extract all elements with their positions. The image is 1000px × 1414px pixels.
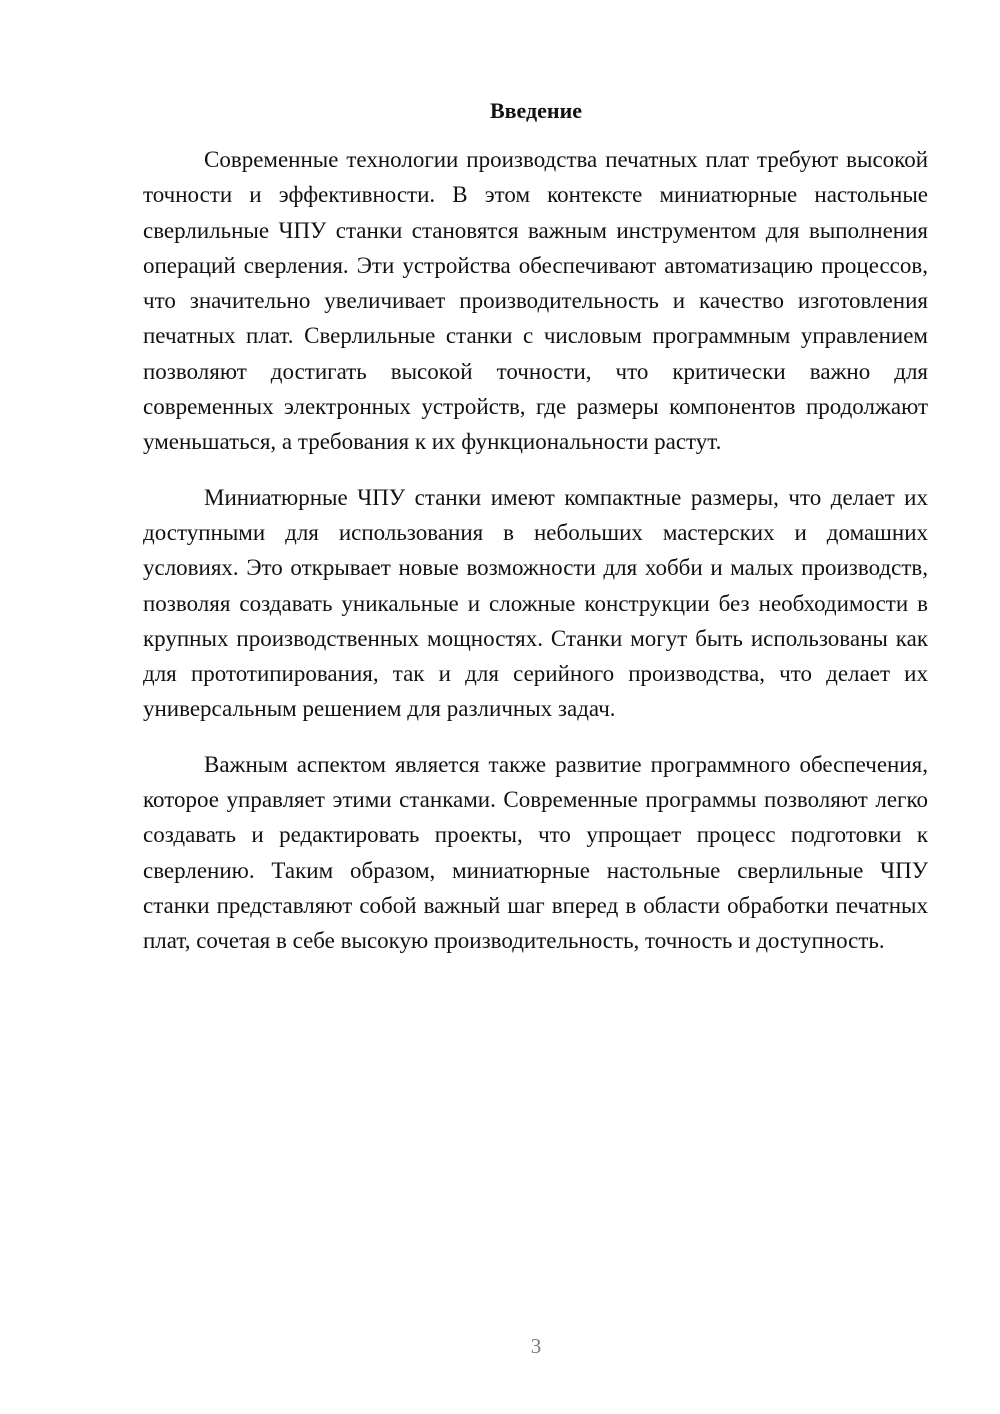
paragraph-1: Современные технологии производства печатных плат требуют высокой точности и эффективности. В этом контексте миниатюрные настольные сверлильные ЧПУ станки становятся важным инструментом для выполнения операций сверления. Эти устройства обеспечивают автоматизацию процессов, что значительно увеличивает производительность и качество изготовления печатных плат. Сверлильные станки с числовым программным управлением позволяют достигать высокой точности, что критически важно для современных электронных устройств, где размеры компонентов продолжают уменьшаться, а требования к их функциональности растут.	[143, 147, 928, 455]
paragraph-3: Важным аспектом является также развитие программного обеспечения, которое управляет этими станками. Современные программы позволяют легко создавать и редактировать проекты, что упрощает процесс подготовки к сверлению. Таким образом, миниатюрные настольные сверлильные ЧПУ станки представляют собой важный шаг вперед в области обработки печатных плат, сочетая в себе высокую производительность, точность и доступность.	[143, 751, 928, 954]
body-text	[143, 142, 928, 979]
paragraph-2: Миниатюрные ЧПУ станки имеют компактные размеры, что делает их доступными для использования в небольших мастерских и домашних условиях. Это открывает новые возможности для хобби и малых производств, позволяя создавать уникальные и сложные конструкции без необходимости в крупных производственных мощностях. Станки могут быть использованы как для прототипирования, так и для серийного производства, что делает их универсальным решением для различных задач.	[143, 484, 928, 722]
section-title: Введение	[489, 98, 583, 123]
page-number: 3	[530, 1334, 542, 1358]
